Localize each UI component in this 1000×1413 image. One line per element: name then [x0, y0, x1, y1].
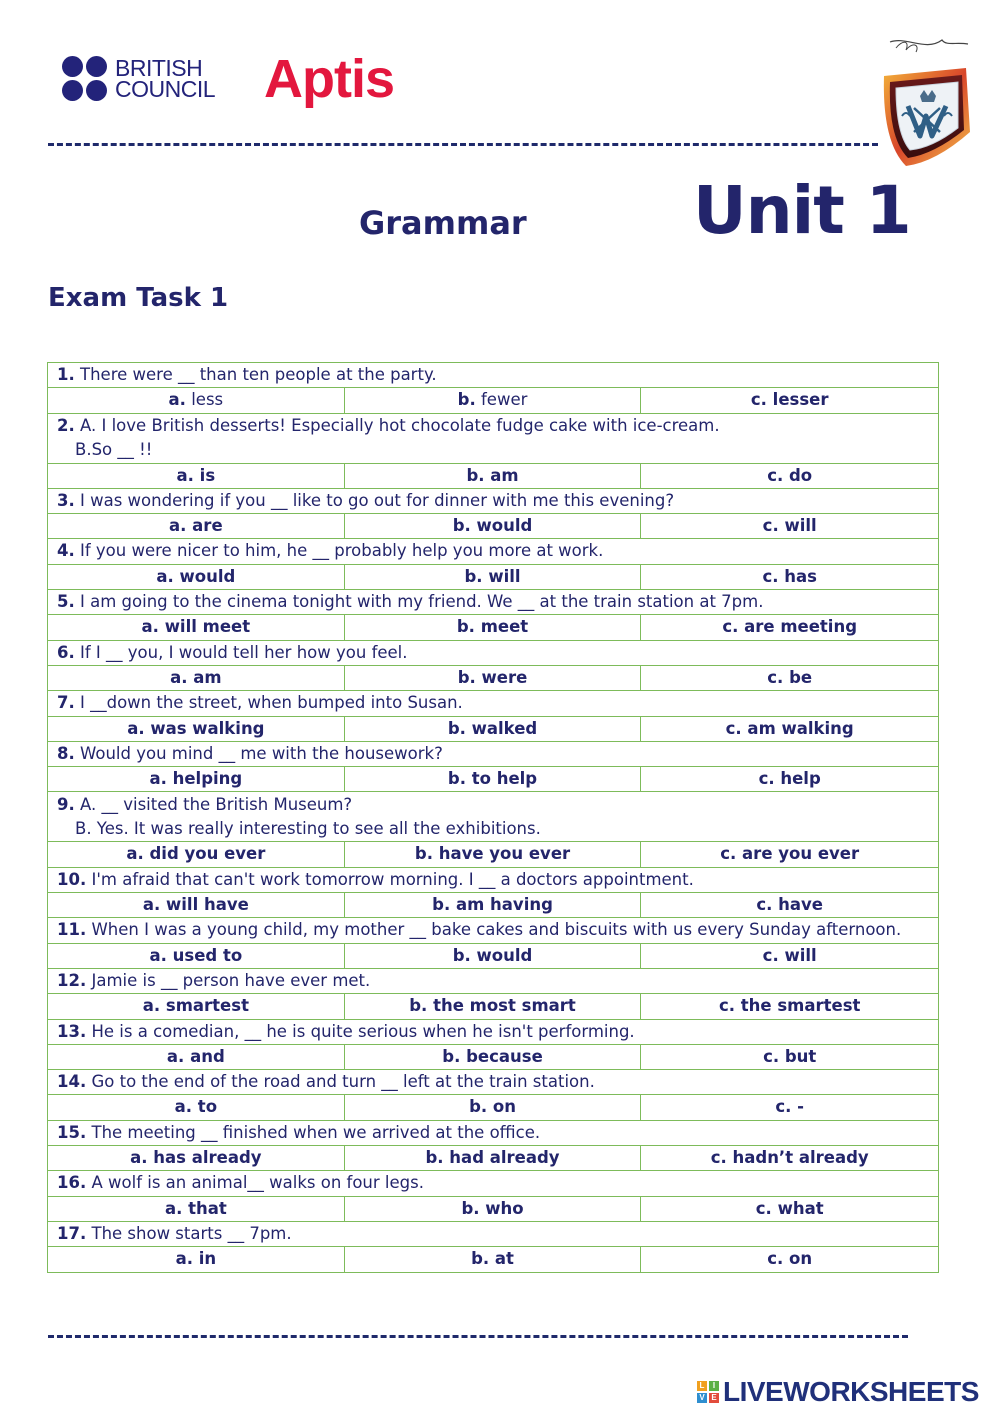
option-label: b. to help	[447, 769, 538, 789]
montfort-crest-icon	[876, 32, 976, 172]
options-row	[48, 767, 939, 792]
option-text: fewer	[481, 390, 528, 410]
question-line: I __down the street, when bumped into Susan.	[80, 693, 463, 713]
question-row	[48, 539, 939, 564]
question-text	[48, 539, 939, 564]
answer-option[interactable]	[641, 716, 939, 741]
option-label: c. do	[767, 465, 813, 485]
option-label: b. am having	[432, 895, 553, 915]
question-text	[48, 968, 939, 993]
answer-option[interactable]	[48, 943, 345, 968]
question-number: 9.	[57, 794, 75, 814]
question-text	[48, 792, 939, 842]
answer-option[interactable]	[641, 1095, 939, 1120]
options-row	[48, 716, 939, 741]
liveworksheets-icon: L I V E	[697, 1381, 719, 1403]
option-label: c. have	[756, 895, 823, 915]
british-council-logo	[62, 56, 215, 101]
question-row	[48, 691, 939, 716]
option-label: c. are you ever	[720, 844, 860, 864]
answer-option[interactable]	[48, 842, 345, 867]
question-row	[48, 741, 939, 766]
answer-option[interactable]	[48, 615, 345, 640]
question-number: 8.	[57, 743, 75, 763]
option-label: a. and	[166, 1046, 225, 1066]
answer-option[interactable]	[48, 716, 345, 741]
options-row	[48, 615, 939, 640]
answer-option[interactable]	[344, 388, 641, 413]
option-label: a. would	[156, 566, 236, 586]
answer-option[interactable]	[48, 994, 345, 1019]
british-council-wordmark	[115, 54, 216, 102]
grammar-title: Grammar	[359, 204, 527, 242]
question-row	[48, 1070, 939, 1095]
question-row	[48, 918, 939, 943]
question-text	[48, 1019, 939, 1044]
question-number: 6.	[57, 642, 75, 662]
question-row	[48, 413, 939, 463]
option-label: b. at	[471, 1249, 514, 1269]
option-label: a. was walking	[127, 718, 265, 738]
option-label: a. has already	[130, 1148, 262, 1168]
bc-line1: BRITISH	[115, 54, 203, 81]
question-number: 1.	[57, 365, 75, 384]
question-number: 10.	[57, 869, 87, 889]
question-line: Jamie is __ person have ever met.	[91, 970, 371, 990]
option-label: c. but	[763, 1046, 817, 1066]
question-text	[48, 1221, 939, 1246]
answer-option[interactable]	[48, 1095, 345, 1120]
option-label: b. meet	[456, 617, 529, 637]
question-line-2: B.So __ !!	[75, 440, 153, 460]
question-row	[48, 1171, 939, 1196]
answer-option[interactable]	[48, 564, 345, 589]
option-label: a. used to	[149, 945, 243, 965]
answer-option[interactable]	[641, 615, 939, 640]
answer-option[interactable]	[641, 1196, 939, 1221]
answer-option[interactable]	[48, 388, 345, 413]
answer-option[interactable]	[344, 1196, 641, 1221]
question-number: 15.	[57, 1122, 87, 1142]
option-label: b. because	[442, 1046, 543, 1066]
answer-option[interactable]	[344, 767, 641, 792]
option-label: a. smartest	[142, 996, 249, 1016]
answer-option[interactable]	[344, 842, 641, 867]
option-label: a. in	[175, 1249, 217, 1269]
option-label: a. are	[169, 516, 223, 536]
option-label: a. that	[164, 1198, 227, 1218]
questions-table	[47, 362, 939, 1273]
question-number: 16.	[57, 1173, 87, 1193]
options-row	[48, 1095, 939, 1120]
question-row	[48, 590, 939, 615]
answer-option[interactable]	[48, 665, 345, 690]
answer-option[interactable]	[48, 767, 345, 792]
answer-option[interactable]	[641, 463, 939, 488]
question-number: 5.	[57, 592, 75, 612]
question-line: Would you mind __ me with the housework?	[80, 743, 443, 763]
options-row	[48, 1196, 939, 1221]
question-row	[48, 968, 939, 993]
question-text	[48, 1120, 939, 1145]
option-label: c. be	[767, 667, 813, 687]
option-label: b. have you ever	[414, 844, 571, 864]
aptis-logo: Aptis	[264, 49, 394, 109]
option-label: a. will have	[142, 895, 249, 915]
answer-option[interactable]	[641, 767, 939, 792]
question-line: If you were nicer to him, he __ probably help you more at work.	[80, 541, 604, 561]
answer-option[interactable]	[344, 893, 641, 918]
question-line: A. I love British desserts! Especially hot chocolate fudge cake with ice-cream.	[80, 415, 720, 435]
answer-option[interactable]	[48, 1044, 345, 1069]
liveworksheets-logo	[697, 1376, 979, 1408]
option-label: c. are meeting	[722, 617, 858, 637]
top-divider	[48, 143, 878, 146]
options-row	[48, 1247, 939, 1272]
option-label: c. what	[755, 1198, 824, 1218]
answer-option[interactable]	[641, 665, 939, 690]
question-line: The meeting __ finished when we arrived at the office.	[91, 1122, 541, 1142]
answer-option[interactable]	[641, 893, 939, 918]
option-label: b. had already	[425, 1148, 560, 1168]
question-number: 4.	[57, 541, 75, 561]
option-label: b. the most smart	[409, 996, 576, 1016]
options-row	[48, 893, 939, 918]
answer-option[interactable]	[48, 1247, 345, 1272]
answer-option[interactable]	[641, 842, 939, 867]
answer-option[interactable]	[641, 1146, 939, 1171]
answer-option[interactable]	[344, 994, 641, 1019]
option-label: b. who	[461, 1198, 524, 1218]
option-label: a. helping	[149, 769, 243, 789]
option-text: less	[191, 390, 224, 410]
question-line: If I __ you, I would tell her how you feel.	[80, 642, 408, 662]
question-text	[48, 590, 939, 615]
options-row	[48, 665, 939, 690]
answer-option[interactable]	[344, 716, 641, 741]
answer-option[interactable]	[48, 463, 345, 488]
question-text	[48, 488, 939, 513]
question-text	[48, 1070, 939, 1095]
option-label: c. will	[762, 516, 817, 536]
option-label: c. has	[762, 566, 817, 586]
option-label: a. to	[174, 1097, 218, 1117]
answer-option[interactable]	[641, 1044, 939, 1069]
options-row	[48, 388, 939, 413]
options-row	[48, 564, 939, 589]
answer-option[interactable]	[641, 514, 939, 539]
question-text	[48, 363, 939, 388]
answer-option[interactable]	[344, 615, 641, 640]
question-number: 2.	[57, 415, 75, 435]
answer-option[interactable]	[344, 943, 641, 968]
answer-option[interactable]	[344, 1044, 641, 1069]
question-text	[48, 691, 939, 716]
liveworksheets-wordmark: LIVEWORKSHEETS	[723, 1376, 979, 1407]
option-label: c. am walking	[725, 718, 854, 738]
question-text	[48, 1171, 939, 1196]
answer-option[interactable]	[344, 564, 641, 589]
answer-option[interactable]	[641, 564, 939, 589]
answer-option[interactable]	[344, 1146, 641, 1171]
question-number: 13.	[57, 1021, 87, 1041]
options-row	[48, 994, 939, 1019]
question-text	[48, 413, 939, 463]
question-row	[48, 1221, 939, 1246]
question-row	[48, 488, 939, 513]
option-label: b. on	[469, 1097, 516, 1117]
section-title: Exam Task 1	[48, 283, 229, 313]
options-row	[48, 463, 939, 488]
bc-line2: COUNCIL	[115, 75, 216, 102]
question-text	[48, 741, 939, 766]
question-row	[48, 1120, 939, 1145]
option-label: b. would	[452, 516, 533, 536]
question-line: A wolf is an animal__ walks on four legs.	[91, 1173, 424, 1193]
answer-option[interactable]	[641, 388, 939, 413]
answer-option[interactable]	[344, 1095, 641, 1120]
question-line: When I was a young child, my mother __ bake cakes and biscuits with us every Sunday afternoon.	[91, 920, 902, 940]
question-line: He is a comedian, __ he is quite serious when he isn't performing.	[91, 1021, 635, 1041]
question-text	[48, 640, 939, 665]
answer-option[interactable]	[48, 893, 345, 918]
question-line: There were __ than ten people at the party.	[80, 365, 437, 384]
answer-option[interactable]	[48, 514, 345, 539]
question-line-2: B. Yes. It was really interesting to see all the exhibitions.	[75, 818, 541, 838]
answer-option[interactable]	[344, 463, 641, 488]
option-label: a. is	[176, 465, 216, 485]
answer-option[interactable]	[48, 1146, 345, 1171]
question-row	[48, 792, 939, 842]
option-label: b. would	[452, 945, 533, 965]
options-row	[48, 943, 939, 968]
question-row	[48, 867, 939, 892]
option-label: a. am	[170, 667, 222, 687]
option-label: a. did you ever	[126, 844, 266, 864]
option-label: b.	[457, 390, 476, 410]
question-line: The show starts __ 7pm.	[91, 1223, 292, 1243]
question-text	[48, 918, 939, 943]
option-label: c. the smartest	[718, 996, 861, 1016]
question-line: I'm afraid that can't work tomorrow morning. I __ a doctors appointment.	[91, 869, 694, 889]
question-text	[48, 867, 939, 892]
unit-title: Unit 1	[693, 172, 911, 249]
question-row	[48, 640, 939, 665]
options-row	[48, 514, 939, 539]
option-label: c. hadn’t already	[710, 1148, 869, 1168]
question-number: 7.	[57, 693, 75, 713]
answer-option[interactable]	[48, 1196, 345, 1221]
question-number: 3.	[57, 490, 75, 510]
question-line: A. __ visited the British Museum?	[80, 794, 353, 814]
options-row	[48, 1146, 939, 1171]
option-label: a.	[168, 390, 186, 410]
question-row	[48, 363, 939, 388]
option-label: c. help	[758, 769, 821, 789]
option-label: c. on	[767, 1249, 813, 1269]
answer-option[interactable]	[344, 665, 641, 690]
option-label: a. will meet	[141, 617, 251, 637]
option-label: b. will	[464, 566, 521, 586]
options-row	[48, 842, 939, 867]
options-row	[48, 1044, 939, 1069]
question-number: 14.	[57, 1072, 87, 1092]
option-label: b. walked	[447, 718, 538, 738]
option-label: b. were	[457, 667, 528, 687]
answer-option[interactable]	[641, 994, 939, 1019]
british-council-dots-icon	[62, 56, 107, 101]
option-label: c. -	[775, 1097, 805, 1117]
bottom-divider	[48, 1335, 908, 1338]
option-label: b. am	[466, 465, 519, 485]
question-line: Go to the end of the road and turn __ left at the train station.	[91, 1072, 595, 1092]
answer-option[interactable]	[641, 943, 939, 968]
question-number: 12.	[57, 970, 87, 990]
question-line: I am going to the cinema tonight with my friend. We __ at the train station at 7pm.	[80, 592, 764, 612]
answer-option[interactable]	[344, 1247, 641, 1272]
answer-option[interactable]	[641, 1247, 939, 1272]
question-line: I was wondering if you __ like to go out for dinner with me this evening?	[80, 490, 675, 510]
option-label: c. lesser	[750, 390, 829, 410]
question-number: 11.	[57, 920, 87, 940]
answer-option[interactable]	[344, 514, 641, 539]
option-label: c. will	[762, 945, 817, 965]
question-row	[48, 1019, 939, 1044]
question-number: 17.	[57, 1223, 87, 1243]
